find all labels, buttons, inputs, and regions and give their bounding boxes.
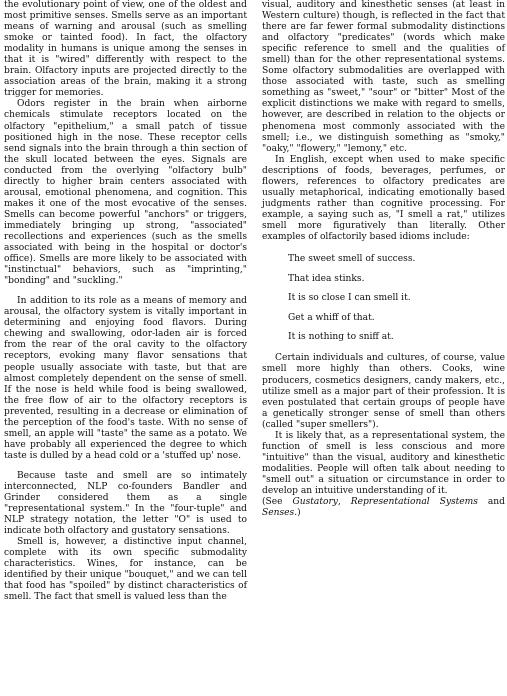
body-paragraph: In English, except when used to make specific descriptions of foods, beverages, perfumes, or flowers, references to olfactory predicates are usually metaphorical, indicating emotionally based judgments rather than cognitive processing. For example, a saying such as, "I smell a rat," utilizes smell more figuratively than literally. Other examples of olfactorily based idioms include: <box>262 154 505 242</box>
see-also-close: .) <box>294 508 301 519</box>
body-paragraph: Certain individuals and cultures, of course, value smell more highly than others. Cooks, wine producers, cosmetics designers, candy makers, etc., utilize smell as a major part of their profession. It is even postulated that certain groups of people have a genetically stronger sense of smell than others (called "super smellers"). <box>262 353 505 430</box>
see-also-separator: , <box>337 497 351 508</box>
idiom-list <box>262 254 505 343</box>
body-paragraph: Odors register in the brain when airborne chemicals stimulate receptors located on the olfactory "epithelium," a small patch of tissue positioned high in the nose. These receptor cells send signals into the brain through a thin section of the skull located between the eyes. Signals are conducted from the overlying "olfactory bulb" directly to higher brain centers associated with arousal, emotional phenomena, and cognition. This makes it one of the most evocative of the senses. Smells can become powerful "anchors" or triggers, immediately bringing up strong, "associated" recollections and experiences (such as the smells associated with being in the hospital or doctor's office). Smells are more likely to be associated with "instinctual" behaviors, such as "imprinting," "bonding" and "suckling." <box>4 99 247 287</box>
left-column <box>4 0 247 603</box>
see-also-senses-link[interactable]: Senses <box>262 508 295 519</box>
idiom-item: It is so close I can smell it. <box>288 293 411 304</box>
see-also-open: (See <box>262 497 293 508</box>
body-paragraph: the evolutionary point of view, one of the oldest and most primitive senses. Smells serve as an important means of warning and arousal (such as smelling smoke or tainted food). In fact, the olfactory modality in humans is unique among the senses in that it is "wired" differently with respect to the brain. Olfactory inputs are projected directly to the association areas of the brain, making it a strong trigger for memories. <box>4 0 247 99</box>
body-paragraph: visual, auditory and kinesthetic senses (at least in Western culture) though, is reflected in the fact that there are far fewer formal submodality distinctions and olfactory "predicates" (words which make specific reference to smell and the qualities of smell) than for the other representational systems. Some olfactory submodalities are overlapped with those associated with taste, such as smelling something as "sweet," "sour" or "bitter" Most of the explicit distinctions we make with regard to smells, however, are described in relation to the objects or phenomena most commonly associated with the smell; i.e., we distinguish something as "smoky," "oaky," "flowery," "lemony," etc. <box>262 0 505 154</box>
idiom-item: That idea stinks. <box>288 273 365 284</box>
idiom-item: It is nothing to sniff at. <box>288 332 394 343</box>
body-paragraph: It is likely that, as a representational system, the function of smell is less conscious and more "intuitive" than the visual, auditory and kinesthetic modalities. People will often talk about needing to "smell out" a situation or circumstance in order to develop an intuitive understanding of it. <box>262 430 505 496</box>
see-also-and: and <box>477 497 505 508</box>
see-also-reference <box>262 497 505 519</box>
idiom-item: The sweet smell of success. <box>288 254 416 265</box>
body-paragraph: Because taste and smell are so intimately interconnected, NLP co-founders Bandler and Grinder considered them as a single "representational system." In the "four-tuple" and NLP strategy notation, the letter "O" is used to indicate both olfactory and gustatory sensations. <box>4 470 247 537</box>
body-paragraph: In addition to its role as a means of memory and arousal, the olfactory system is vitally important in determining and enjoying food flavors. During chewing and swallowing, odor-laden air is forced from the rear of the oral cavity to the olfactory receptors, evoking many flavor sensations that people usually associate with taste, but that are almost completely dependent on the sense of smell. If the nose is held while food is being swallowed, the free flow of air to the olfactory receptors is prevented, resulting in a decrease or elimination of the perception of the food's taste. With no sense of smell, an apple will "taste" the same as a potato. We have probably all experienced the degree to which taste is dulled by a head cold or a 'stuffed up' nose. <box>4 296 247 461</box>
see-also-representational-systems-link[interactable]: Representational Systems <box>350 497 478 508</box>
idiom-item: Get a whiff of that. <box>288 312 375 323</box>
right-column <box>262 0 505 519</box>
see-also-gustatory-link[interactable]: Gustatory <box>292 497 338 508</box>
body-paragraph: Smell is, however, a distinctive input channel, complete with its own specific submodality characteristics. Wines, for instance, can be identified by their unique "bouquet," and we can tell that food has "spoiled" by distinct characteristics of smell. The fact that smell is valued less than the <box>4 537 247 603</box>
